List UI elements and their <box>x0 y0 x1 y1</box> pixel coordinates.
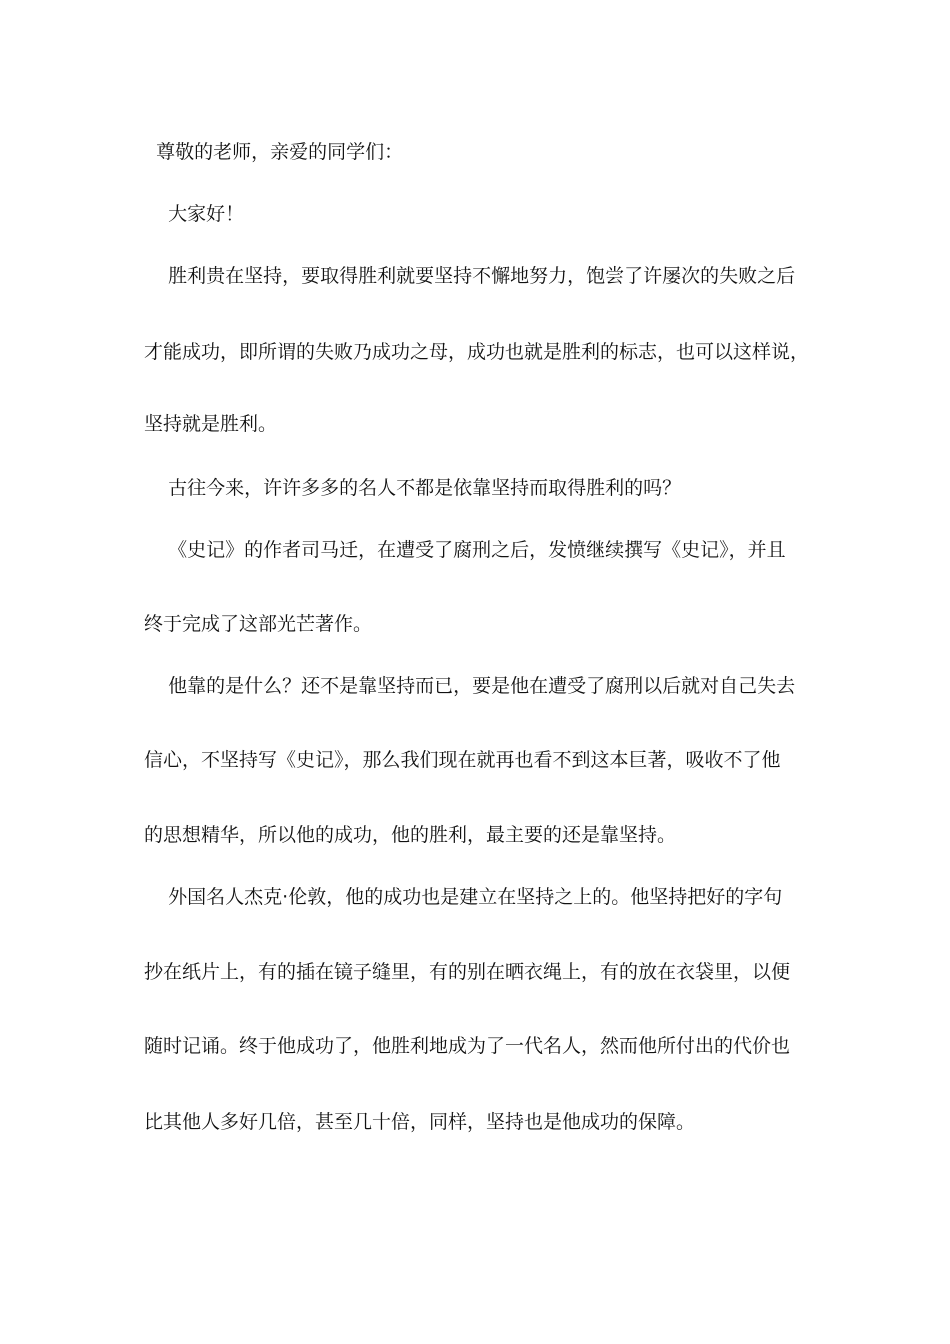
paragraph-2-line-1: 古往今来，许许多多的名人不都是依靠坚持而取得胜利的吗？ <box>144 477 682 499</box>
paragraph-5-line-2: 抄在纸片上，有的插在镜子缝里，有的别在晒衣绳上，有的放在衣袋里，以便 <box>144 961 791 983</box>
paragraph-4-line-3: 的思想精华，所以他的成功，他的胜利，最主要的还是靠坚持。 <box>144 824 677 846</box>
paragraph-4-line-2: 信心，不坚持写《史记》，那么我们现在就再也看不到这本巨著，吸收不了他 <box>144 749 781 771</box>
paragraph-5-line-1: 外国名人杰克·伦敦，他的成功也是建立在坚持之上的。他坚持把好的字句 <box>144 886 783 908</box>
paragraph-1-line-2: 才能成功，即所谓的失败乃成功之母，成功也就是胜利的标志，也可以这样说， <box>144 341 810 363</box>
paragraph-1-line-1: 胜利贵在坚持，要取得胜利就要坚持不懈地努力，饱尝了许屡次的失败之后 <box>144 265 796 287</box>
paragraph-3-line-2: 终于完成了这部光芒著作。 <box>144 613 373 635</box>
paragraph-5-line-4: 比其他人多好几倍，甚至几十倍，同样，坚持也是他成功的保障。 <box>144 1111 696 1133</box>
paragraph-3-line-1: 《史记》的作者司马迁，在遭受了腐刑之后，发愤继续撰写《史记》，并且 <box>144 539 786 561</box>
paragraph-5-line-3: 随时记诵。终于他成功了，他胜利地成为了一代名人，然而他所付出的代价也 <box>144 1035 791 1057</box>
salutation-line: 尊敬的老师，亲爱的同学们： <box>144 141 404 163</box>
paragraph-4-line-1: 他靠的是什么？还不是靠坚持而已，要是他在遭受了腐刑以后就对自己失去 <box>144 675 796 697</box>
greeting-line: 大家好！ <box>144 203 245 225</box>
paragraph-1-line-3: 坚持就是胜利。 <box>144 413 278 435</box>
